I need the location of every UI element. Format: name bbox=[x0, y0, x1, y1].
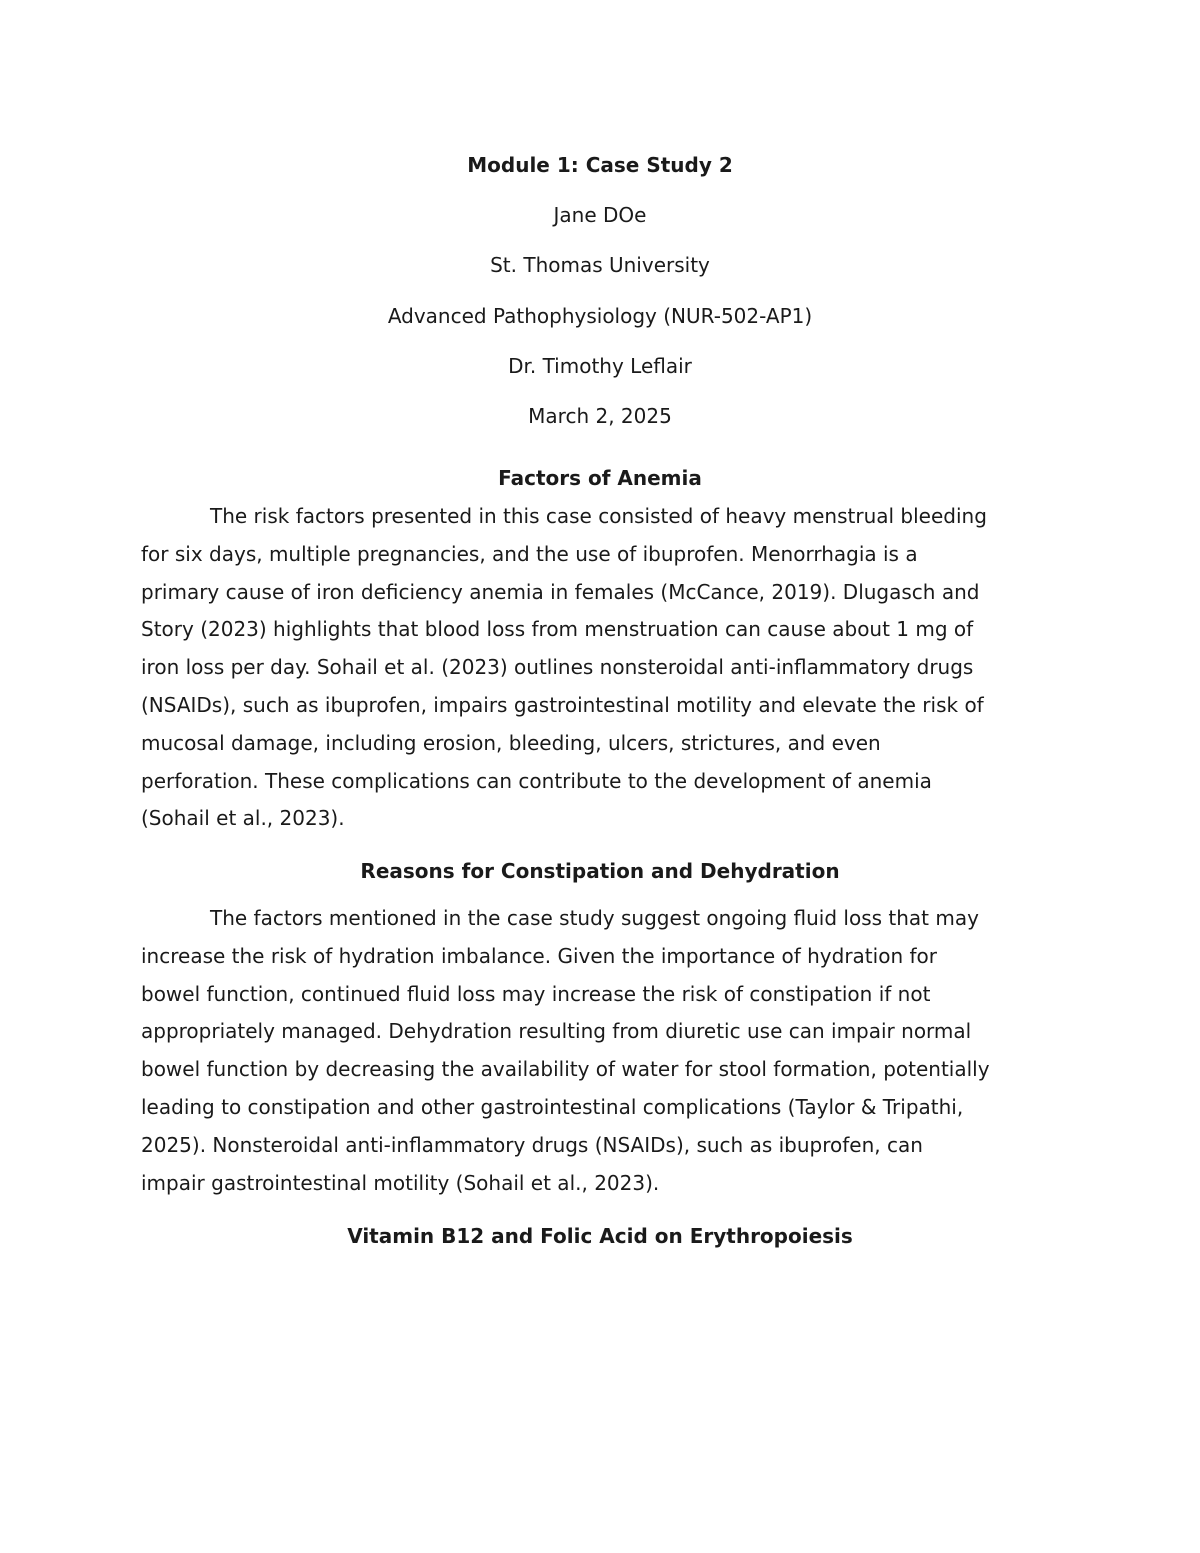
paragraph-line: appropriately managed. Dehydration resulting from diuretic use can impair normal bbox=[141, 1019, 972, 1044]
paragraph-line: bowel function, continued fluid loss may increase the risk of constipation if not bbox=[141, 981, 931, 1006]
paragraph-line: The factors mentioned in the case study suggest ongoing fluid loss that may bbox=[210, 906, 979, 930]
section-heading-constipation-dehydration: Reasons for Constipation and Dehydration bbox=[360, 859, 840, 883]
paragraph-line: bowel function by decreasing the availability of water for stool formation, potentially bbox=[141, 1057, 990, 1082]
document-title: Module 1: Case Study 2 bbox=[467, 153, 733, 177]
paragraph-line: perforation. These complications can contribute to the development of anemia bbox=[141, 768, 932, 793]
paragraph-line: primary cause of iron deficiency anemia in females (McCance, 2019). Dlugasch and bbox=[141, 579, 980, 604]
course-name: Advanced Pathophysiology (NUR-502-AP1) bbox=[387, 303, 813, 328]
instructor-name: Dr. Timothy Leflair bbox=[508, 353, 692, 378]
section-paragraph-constipation-dehydration bbox=[141, 900, 1081, 1202]
section-heading-b12-folic-acid: Vitamin B12 and Folic Acid on Erythropoiesis bbox=[347, 1224, 853, 1248]
paragraph-line: Story (2023) highlights that blood loss from menstruation can cause about 1 mg of bbox=[141, 617, 974, 642]
paragraph-line: impair gastrointestinal motility (Sohail et al., 2023). bbox=[141, 1170, 660, 1195]
document-date: March 2, 2025 bbox=[528, 404, 672, 429]
paragraph-line: increase the risk of hydration imbalance. Given the importance of hydration for bbox=[141, 943, 937, 968]
section-heading-factors-of-anemia: Factors of Anemia bbox=[498, 466, 702, 490]
paragraph-line: iron loss per day. Sohail et al. (2023) outlines nonsteroidal anti-inflammatory drugs bbox=[141, 655, 974, 680]
paragraph-line: mucosal damage, including erosion, bleeding, ulcers, strictures, and even bbox=[141, 730, 881, 755]
paragraph-line: (Sohail et al., 2023). bbox=[141, 806, 345, 831]
paragraph-line: for six days, multiple pregnancies, and the use of ibuprofen. Menorrhagia is a bbox=[141, 541, 918, 566]
title-page-block bbox=[0, 140, 1200, 441]
paragraph-line: leading to constipation and other gastrointestinal complications (Taylor & Tripathi, bbox=[141, 1094, 964, 1119]
author-name: Jane DOe bbox=[553, 203, 647, 228]
institution-name: St. Thomas University bbox=[490, 253, 710, 278]
section-paragraph-factors-of-anemia bbox=[141, 498, 1081, 838]
paragraph-line: The risk factors presented in this case consisted of heavy menstrual bleeding bbox=[210, 504, 987, 528]
paragraph-line: 2025). Nonsteroidal anti-inflammatory drugs (NSAIDs), such as ibuprofen, can bbox=[141, 1132, 923, 1157]
paragraph-line: (NSAIDs), such as ibuprofen, impairs gastrointestinal motility and elevate the risk of bbox=[141, 692, 984, 717]
